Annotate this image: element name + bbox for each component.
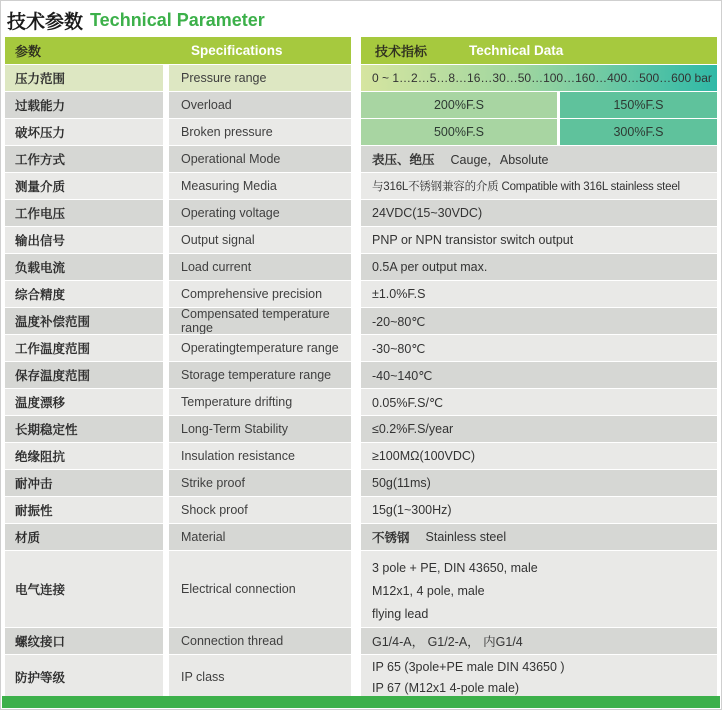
param-label-en: Temperature drifting	[169, 389, 351, 415]
param-label-zh: 耐冲击	[5, 470, 163, 496]
param-label-zh: 负载电流	[5, 254, 163, 280]
param-label-en: Broken pressure	[169, 119, 351, 145]
table-header-left	[5, 37, 351, 64]
param-label-en: Operating voltage	[169, 200, 351, 226]
value-zh: 表压、绝压	[372, 153, 435, 167]
value-zh: 不锈钢	[372, 531, 410, 545]
param-label-zh: 绝缘阻抗	[5, 443, 163, 469]
param-label-en: Storage temperature range	[169, 362, 351, 388]
param-label-en: IP class	[169, 655, 351, 699]
param-label-zh: 温度漂移	[5, 389, 163, 415]
param-label-en: Connection thread	[169, 628, 351, 654]
param-value: 0.5A per output max.	[361, 254, 717, 280]
value-line: IP 67 (M12x1 4-pole male)	[372, 681, 520, 695]
param-label-zh: 电气连接	[5, 551, 163, 627]
param-label-en: Load current	[169, 254, 351, 280]
value-en: Stainless steel	[425, 530, 507, 544]
header-technical-data-zh: 技术指标	[375, 44, 428, 59]
param-label-zh: 过载能力	[5, 92, 163, 118]
param-label-en: Comprehensive precision	[169, 281, 351, 307]
value-line: M12x1, 4 pole, male	[372, 584, 485, 598]
param-label-zh: 材质	[5, 524, 163, 550]
param-label-en: Material	[169, 524, 351, 550]
value-en: Cauge，Absolute	[450, 153, 549, 167]
param-value	[361, 655, 717, 699]
param-label-zh: 工作温度范围	[5, 335, 163, 361]
param-value: ±1.0%F.S	[361, 281, 717, 307]
param-label-en: Electrical connection	[169, 551, 351, 627]
param-value: -40~140℃	[361, 362, 717, 388]
param-label-zh: 防护等级	[5, 655, 163, 699]
param-value: -20~80℃	[361, 308, 717, 334]
param-label-zh: 综合精度	[5, 281, 163, 307]
param-label-zh: 螺纹接口	[5, 628, 163, 654]
param-value: 50g(11ms)	[361, 470, 717, 496]
split-value: 300%F.S	[560, 119, 717, 145]
param-label-zh: 耐振性	[5, 497, 163, 523]
header-param: 参数	[15, 44, 42, 59]
page-title-en: Technical Parameter	[90, 9, 265, 30]
param-label-zh: 工作方式	[5, 146, 163, 172]
param-label-zh: 输出信号	[5, 227, 163, 253]
param-label-en: Operational Mode	[169, 146, 351, 172]
param-label-en: Overload	[169, 92, 351, 118]
value-line: flying lead	[372, 607, 429, 621]
param-value	[361, 92, 717, 118]
page-title	[7, 6, 721, 34]
param-label-en: Measuring Media	[169, 173, 351, 199]
param-label-zh: 工作电压	[5, 200, 163, 226]
param-value	[361, 551, 717, 627]
param-label-en: Compensated temperature range	[169, 308, 351, 334]
footer-accent-bar	[2, 696, 720, 708]
page-title-zh: 技术参数	[7, 11, 84, 33]
param-label-zh: 破坏压力	[5, 119, 163, 145]
table-header-right	[361, 37, 717, 64]
split-value: 150%F.S	[560, 92, 717, 118]
param-value	[361, 524, 717, 550]
param-value	[361, 119, 717, 145]
param-label-en: Long-Term Stability	[169, 416, 351, 442]
param-value	[361, 146, 717, 172]
header-technical-data-en: Technical Data	[469, 43, 564, 58]
param-label-en: Shock proof	[169, 497, 351, 523]
value-line: 3 pole + PE, DIN 43650, male	[372, 561, 538, 575]
param-label-zh: 温度补偿范围	[5, 308, 163, 334]
param-value: ≤0.2%F.S/year	[361, 416, 717, 442]
param-label-zh: 测量介质	[5, 173, 163, 199]
param-label-en: Pressure range	[169, 65, 351, 91]
param-value: ≥100MΩ(100VDC)	[361, 443, 717, 469]
split-value: 200%F.S	[361, 92, 557, 118]
param-label-en: Strike proof	[169, 470, 351, 496]
split-value: 500%F.S	[361, 119, 557, 145]
param-value: 15g(1~300Hz)	[361, 497, 717, 523]
param-value: 24VDC(15~30VDC)	[361, 200, 717, 226]
param-label-en: Output signal	[169, 227, 351, 253]
value-line: IP 65 (3pole+PE male DIN 43650 )	[372, 660, 565, 674]
param-label-zh: 压力范围	[5, 65, 163, 91]
param-value: -30~80℃	[361, 335, 717, 361]
param-value: 0 ~ 1…2…5…8…16…30…50…100…160…400…500…600 bar	[361, 65, 717, 91]
header-specifications: Specifications	[191, 43, 283, 58]
param-value: 0.05%F.S/℃	[361, 389, 717, 415]
parameter-table	[5, 37, 717, 699]
param-value: 与316L不锈钢兼容的介质 Compatible with 316L stainless steel	[361, 173, 717, 199]
param-value: PNP or NPN transistor switch output	[361, 227, 717, 253]
param-label-zh: 保存温度范围	[5, 362, 163, 388]
param-label-zh: 长期稳定性	[5, 416, 163, 442]
param-label-en: Operatingtemperature range	[169, 335, 351, 361]
param-value: G1/4-A， G1/2-A， 内G1/4	[361, 628, 717, 654]
param-label-en: Insulation resistance	[169, 443, 351, 469]
